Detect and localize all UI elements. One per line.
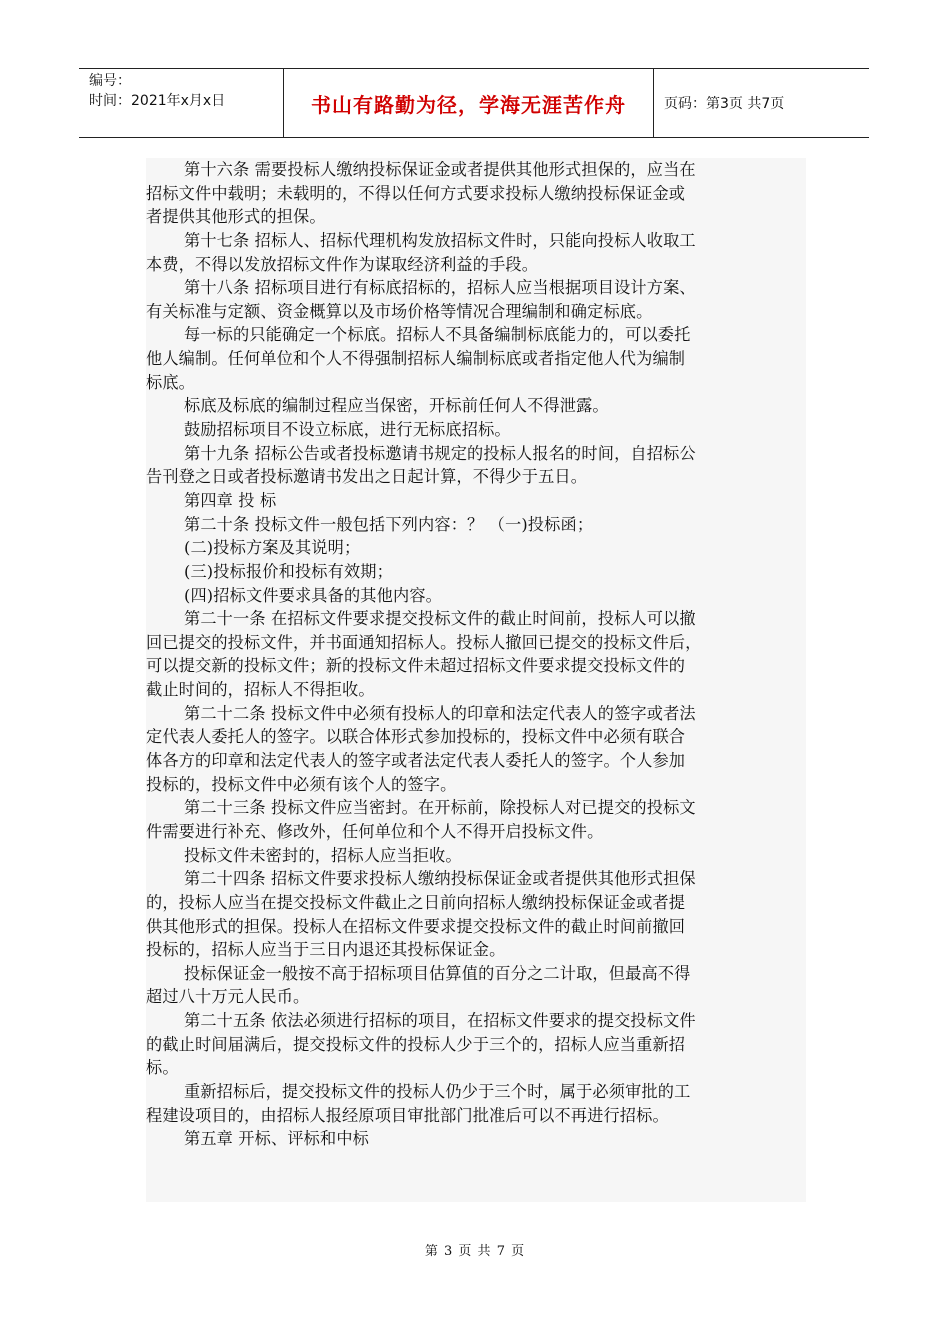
text-line: 第十六条 需要投标人缴纳投标保证金或者提供其他形式担保的，应当在: [184, 160, 696, 179]
text-line: 标。: [146, 1058, 179, 1078]
text-line: 体各方的印章和法定代表人的签字或者法定代表人委托人的签字。个人参加: [146, 751, 686, 771]
text-line: 重新招标后，提交投标文件的投标人仍少于三个时，属于必须审批的工: [184, 1081, 691, 1101]
text-line: 件需要进行补充、修改外，任何单位和个人不得开启投标文件。: [146, 821, 604, 841]
text-line: 第二十条 投标文件一般包括下列内容：？ （一)投标函；: [184, 514, 594, 534]
header-meta: [79, 69, 284, 137]
text-line: 超过八十万元人民币。: [146, 987, 310, 1007]
header-motto: 书山有路勤为径，学海无涯苦作舟: [284, 69, 654, 137]
document-time-label: 时间：2021年x月x日: [89, 93, 226, 109]
text-line: 第二十三条 投标文件应当密封。在开标前，除投标人对已提交的投标文: [184, 798, 696, 818]
text-line: 的截止时间届满后，提交投标文件的投标人少于三个的，招标人应当重新招: [146, 1034, 686, 1054]
text-line: 招标文件中载明；未载明的，不得以任何方式要求投标人缴纳投标保证金或: [146, 183, 686, 203]
text-line: 第二十五条 依法必须进行招标的项目，在招标文件要求的提交投标文件: [184, 1011, 696, 1031]
text-line: 回已提交的投标文件，并书面通知招标人。投标人撤回已提交的投标文件后，: [146, 632, 702, 652]
text-line: 可以提交新的投标文件；新的投标文件未超过招标文件要求提交投标文件的: [146, 656, 686, 676]
chapter-heading: 第五章 开标、评标和中标: [184, 1129, 370, 1149]
page-footer: 第 3 页 共 7 页: [424, 1244, 526, 1259]
text-line: 定代表人委托人的签字。以联合体形式参加投标的，投标文件中必须有联合: [146, 727, 686, 747]
text-line: (三)投标报价和投标有效期；: [184, 561, 393, 581]
text-line: 他人编制。任何单位和个人不得强制招标人编制标底或者指定他人代为编制: [146, 349, 686, 369]
text-line: 截止时间的，招标人不得拒收。: [146, 680, 375, 700]
text-line: 标底。: [146, 372, 196, 392]
text-line: 第十八条 招标项目进行有标底招标的，招标人应当根据项目设计方案、: [184, 278, 696, 298]
text-line: 有关标准与定额、资金概算以及市场价格等情况合理编制和确定标底。: [146, 301, 653, 321]
text-line: 投标的，招标人应当于三日内退还其投标保证金。: [146, 940, 506, 960]
text-line: 供其他形式的担保。投标人在招标文件要求提交投标文件的截止时间前撤回: [146, 916, 686, 936]
text-line: 投标保证金一般按不高于招标项目估算值的百分之二计取，但最高不得: [184, 963, 691, 983]
text-line: 程建设项目的，由招标人报经原项目审批部门批准后可以不再进行招标。: [146, 1105, 669, 1125]
text-line: 第十九条 招标公告或者投标邀请书规定的投标人报名的时间，自招标公: [184, 443, 696, 463]
text-line: 者提供其他形式的担保。: [146, 207, 326, 227]
document-number-label: 编号：: [89, 73, 131, 89]
text-line: 第二十四条 招标文件要求投标人缴纳投标保证金或者提供其他形式担保: [184, 869, 696, 889]
text-line: 本费，不得以发放招标文件作为谋取经济利益的手段。: [146, 254, 539, 274]
page-header: [79, 68, 869, 138]
text-line: 投标的，投标文件中必须有该个人的签字。: [146, 774, 457, 794]
text-line: 第二十一条 在招标文件要求提交投标文件的截止时间前，投标人可以撤: [184, 609, 696, 629]
text-line: 的，投标人应当在提交投标文件截止之日前向招标人缴纳投标保证金或者提: [146, 892, 686, 912]
text-line: 告刊登之日或者投标邀请书发出之日起计算，不得少于五日。: [146, 467, 588, 487]
text-line: 第二十二条 投标文件中必须有投标人的印章和法定代表人的签字或者法: [184, 703, 696, 723]
chapter-heading: 第四章 投 标: [184, 490, 277, 510]
text-line: 标底及标底的编制过程应当保密，开标前任何人不得泄露。: [184, 396, 609, 416]
text-line: (四)招标文件要求具备的其他内容。: [184, 585, 442, 605]
text-line: (二)投标方案及其说明；: [184, 538, 361, 558]
header-page-info: 页码：第3页 共7页: [664, 96, 785, 112]
text-line: 鼓励招标项目不设立标底，进行无标底招标。: [184, 420, 511, 440]
document-body: [146, 158, 806, 1202]
text-line: 投标文件未密封的，招标人应当拒收。: [184, 845, 462, 865]
text-line: 每一标的只能确定一个标底。招标人不具备编制标底能力的，可以委托: [184, 325, 691, 345]
text-line: 第十七条 招标人、招标代理机构发放招标文件时，只能向投标人收取工: [184, 230, 696, 250]
